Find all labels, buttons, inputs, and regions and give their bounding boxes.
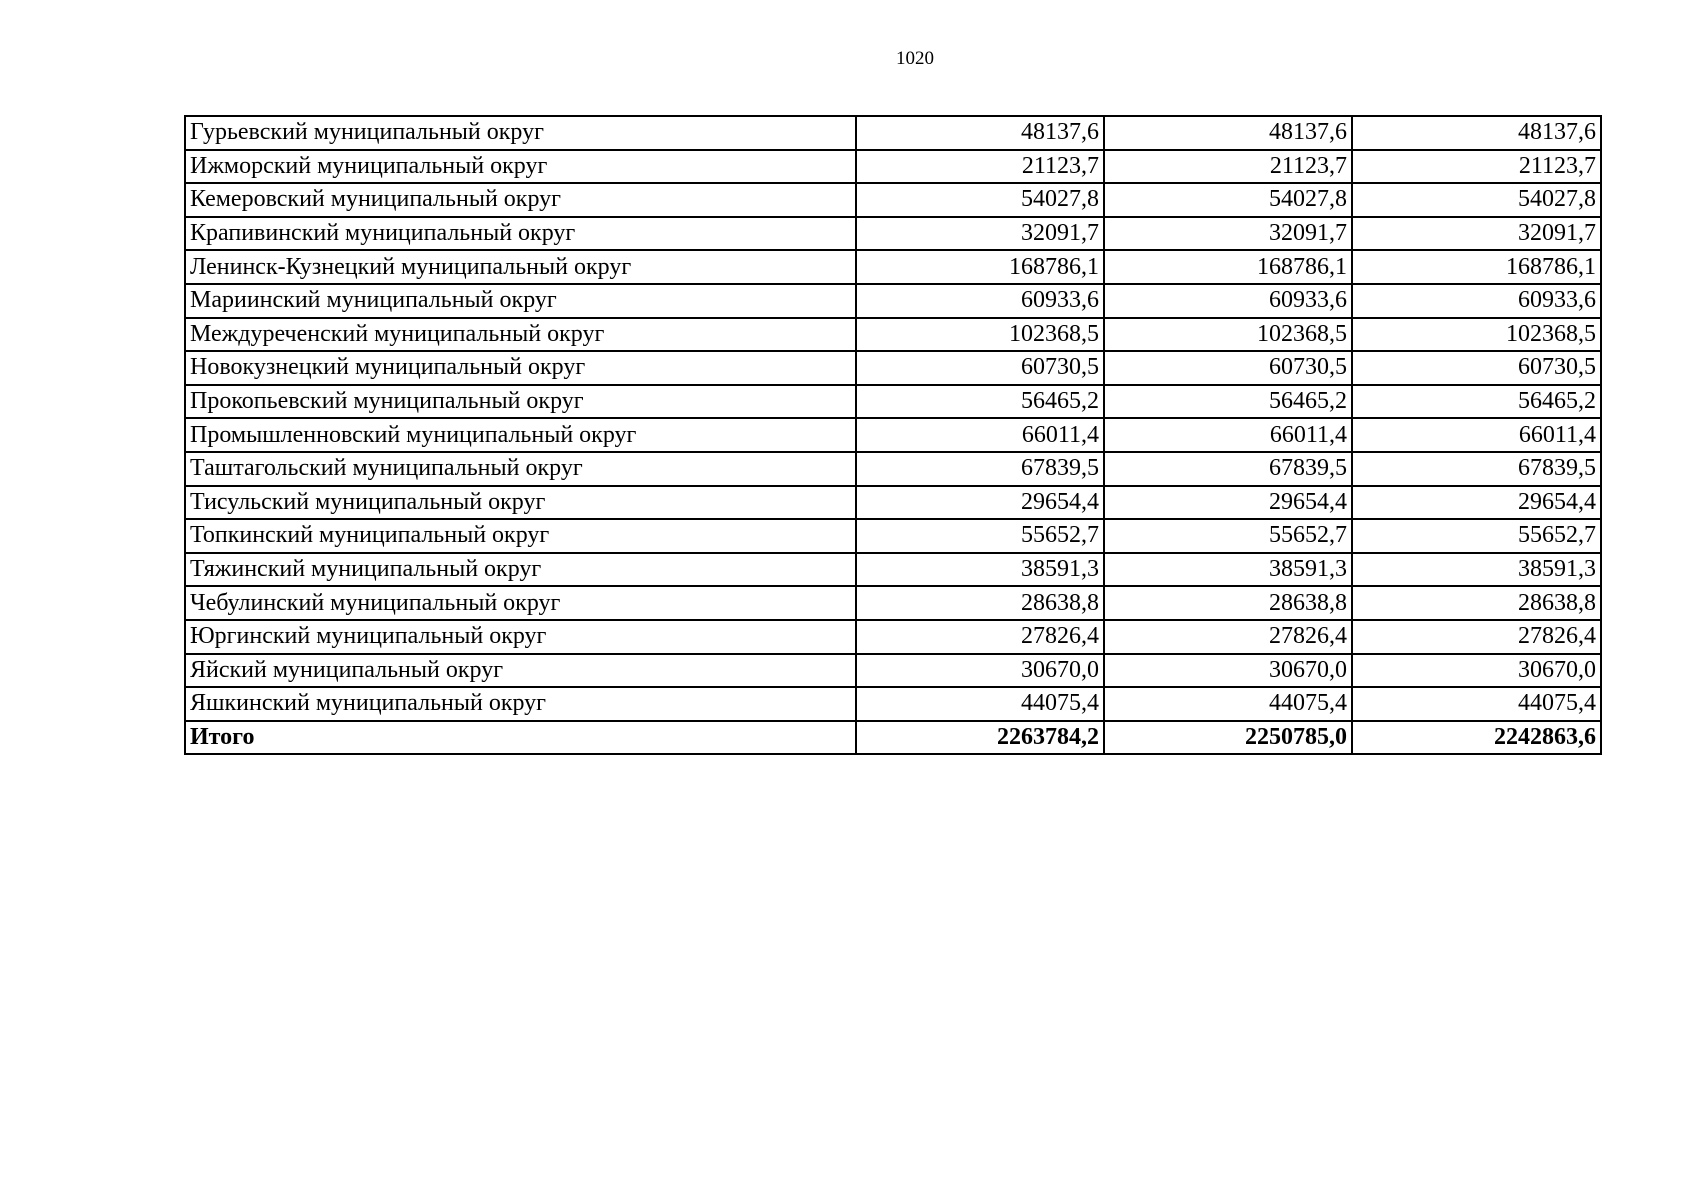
value-cell-2: 60933,6: [1104, 284, 1352, 318]
value-cell-1: 44075,4: [856, 687, 1104, 721]
value-cell-2: 67839,5: [1104, 452, 1352, 486]
municipality-name: Гурьевский муниципальный округ: [185, 116, 856, 150]
table-row: [185, 385, 1601, 419]
value-cell-3: 102368,5: [1352, 318, 1601, 352]
value-cell-3: 60933,6: [1352, 284, 1601, 318]
table-row: [185, 553, 1601, 587]
value-cell-1: 29654,4: [856, 486, 1104, 520]
municipality-name: Юргинский муниципальный округ: [185, 620, 856, 654]
value-cell-2: 44075,4: [1104, 687, 1352, 721]
value-cell-2: 55652,7: [1104, 519, 1352, 553]
value-cell-1: 66011,4: [856, 418, 1104, 452]
municipality-name: Кемеровский муниципальный округ: [185, 183, 856, 217]
value-cell-1: 48137,6: [856, 116, 1104, 150]
table-row: [185, 116, 1601, 150]
value-cell-1: 102368,5: [856, 318, 1104, 352]
value-cell-2: 56465,2: [1104, 385, 1352, 419]
value-cell-3: 55652,7: [1352, 519, 1601, 553]
municipality-name: Междуреченский муниципальный округ: [185, 318, 856, 352]
table-row: [185, 217, 1601, 251]
table-row: [185, 519, 1601, 553]
value-cell-1: 56465,2: [856, 385, 1104, 419]
municipality-name: Прокопьевский муниципальный округ: [185, 385, 856, 419]
value-cell-2: 48137,6: [1104, 116, 1352, 150]
value-cell-1: 54027,8: [856, 183, 1104, 217]
value-cell-2: 27826,4: [1104, 620, 1352, 654]
municipality-name: Тисульский муниципальный округ: [185, 486, 856, 520]
value-cell-2: 38591,3: [1104, 553, 1352, 587]
table-row: [185, 654, 1601, 688]
value-cell-2: 168786,1: [1104, 250, 1352, 284]
municipality-name: Яшкинский муниципальный округ: [185, 687, 856, 721]
value-cell-3: 29654,4: [1352, 486, 1601, 520]
value-cell-2: 102368,5: [1104, 318, 1352, 352]
value-cell-2: 54027,8: [1104, 183, 1352, 217]
value-cell-2: 28638,8: [1104, 586, 1352, 620]
table-row: [185, 586, 1601, 620]
value-cell-2: 30670,0: [1104, 654, 1352, 688]
municipality-name: Новокузнецкий муниципальный округ: [185, 351, 856, 385]
value-cell-3: 168786,1: [1352, 250, 1601, 284]
municipality-name: Ижморский муниципальный округ: [185, 150, 856, 184]
table-row: [185, 250, 1601, 284]
table-row: [185, 318, 1601, 352]
value-cell-3: 30670,0: [1352, 654, 1601, 688]
table-row: [185, 284, 1601, 318]
value-cell-1: 32091,7: [856, 217, 1104, 251]
municipality-name: Ленинск-Кузнецкий муниципальный округ: [185, 250, 856, 284]
value-cell-2: 66011,4: [1104, 418, 1352, 452]
value-cell-3: 67839,5: [1352, 452, 1601, 486]
table-row: [185, 183, 1601, 217]
value-cell-3: 44075,4: [1352, 687, 1601, 721]
value-cell-3: 38591,3: [1352, 553, 1601, 587]
value-cell-3: 27826,4: [1352, 620, 1601, 654]
total-row: [185, 721, 1601, 755]
value-cell-1: 28638,8: [856, 586, 1104, 620]
value-cell-1: 67839,5: [856, 452, 1104, 486]
value-cell-3: 48137,6: [1352, 116, 1601, 150]
table-row: [185, 351, 1601, 385]
value-cell-2: 60730,5: [1104, 351, 1352, 385]
value-cell-2: 32091,7: [1104, 217, 1352, 251]
total-label: Итого: [185, 721, 856, 755]
value-cell-3: 56465,2: [1352, 385, 1601, 419]
value-cell-1: 60933,6: [856, 284, 1104, 318]
value-cell-3: 66011,4: [1352, 418, 1601, 452]
table-row: [185, 418, 1601, 452]
municipality-name: Тяжинский муниципальный округ: [185, 553, 856, 587]
table-body: [185, 116, 1601, 754]
budget-table: [184, 115, 1602, 755]
total-value-2: 2250785,0: [1104, 721, 1352, 755]
municipality-name: Топкинский муниципальный округ: [185, 519, 856, 553]
table-row: [185, 620, 1601, 654]
municipality-name: Яйский муниципальный округ: [185, 654, 856, 688]
value-cell-3: 32091,7: [1352, 217, 1601, 251]
value-cell-1: 38591,3: [856, 553, 1104, 587]
table-row: [185, 150, 1601, 184]
page-number: 1020: [896, 48, 934, 69]
value-cell-3: 21123,7: [1352, 150, 1601, 184]
value-cell-3: 54027,8: [1352, 183, 1601, 217]
total-value-3: 2242863,6: [1352, 721, 1601, 755]
value-cell-1: 21123,7: [856, 150, 1104, 184]
municipality-name: Таштагольский муниципальный округ: [185, 452, 856, 486]
value-cell-1: 27826,4: [856, 620, 1104, 654]
value-cell-3: 60730,5: [1352, 351, 1601, 385]
table-row: [185, 452, 1601, 486]
value-cell-3: 28638,8: [1352, 586, 1601, 620]
municipality-name: Промышленновский муниципальный округ: [185, 418, 856, 452]
municipality-name: Крапивинский муниципальный округ: [185, 217, 856, 251]
municipality-name: Чебулинский муниципальный округ: [185, 586, 856, 620]
municipality-name: Мариинский муниципальный округ: [185, 284, 856, 318]
value-cell-1: 168786,1: [856, 250, 1104, 284]
table-row: [185, 486, 1601, 520]
value-cell-2: 21123,7: [1104, 150, 1352, 184]
total-value-1: 2263784,2: [856, 721, 1104, 755]
value-cell-1: 60730,5: [856, 351, 1104, 385]
value-cell-1: 55652,7: [856, 519, 1104, 553]
value-cell-2: 29654,4: [1104, 486, 1352, 520]
value-cell-1: 30670,0: [856, 654, 1104, 688]
table-row: [185, 687, 1601, 721]
